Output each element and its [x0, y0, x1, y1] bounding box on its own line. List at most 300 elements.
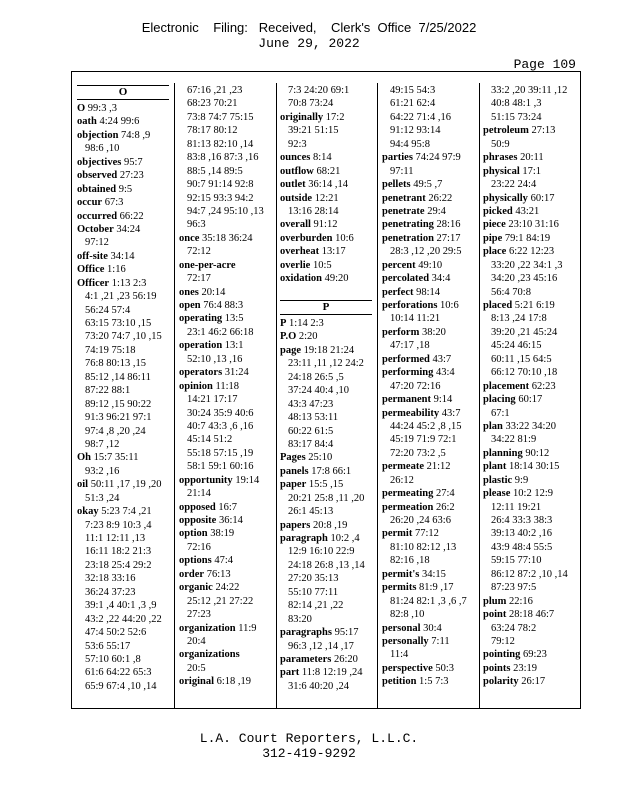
index-term: penetration [382, 232, 434, 244]
index-continuation [382, 608, 474, 621]
index-continuation [179, 608, 271, 621]
index-entry [280, 272, 372, 285]
page-line-refs: 45:24 46:15 [491, 340, 542, 352]
index-entry [280, 178, 372, 191]
page-line-refs: 50:11 ,17 ,19 ,20 [90, 479, 162, 491]
index-continuation [280, 398, 372, 411]
index-continuation [483, 353, 575, 366]
index-continuation [382, 97, 474, 110]
index-term: outlet [280, 179, 306, 191]
index-column-1 [77, 84, 169, 693]
index-continuation [77, 142, 169, 155]
page-line-refs: 53:6 55:17 [85, 640, 131, 652]
index-term: perform [382, 326, 420, 338]
page-line-refs: 20:11 [520, 152, 544, 164]
index-continuation [483, 326, 575, 339]
index-entry [280, 653, 372, 666]
page-line-refs: 91:3 96:21 97:1 [85, 412, 152, 424]
page-line-refs: 12:21 [314, 192, 339, 204]
index-term: pipe [483, 232, 503, 244]
index-entry [77, 102, 169, 115]
index-continuation [483, 84, 575, 97]
index-term: permanent [382, 394, 431, 406]
page-line-refs: 1:16 [107, 264, 126, 276]
page-line-refs: 79:12 [491, 635, 515, 647]
page-line-refs: 32:18 33:16 [85, 573, 136, 585]
section-letter-heading: O [77, 85, 169, 100]
page-line-refs: 48:13 53:11 [288, 412, 339, 424]
page-line-refs: 1:13 2:3 [111, 277, 147, 289]
index-continuation [179, 447, 271, 460]
page-line-refs: 97:12 [85, 237, 109, 249]
index-entry [280, 192, 372, 205]
page-line-refs: 88:5 ,14 89:5 [187, 165, 243, 177]
index-term: pointing [483, 649, 521, 661]
page-line-refs: 20:4 [187, 635, 206, 647]
page-line-refs: 93:2 ,16 [85, 465, 120, 477]
index-continuation [77, 344, 169, 357]
index-entry [382, 192, 474, 205]
page-line-refs: 83:17 84:4 [288, 438, 334, 450]
index-term: panels [280, 465, 309, 477]
index-term: physical [483, 165, 520, 177]
page-line-refs: 17:8 66:1 [311, 465, 352, 477]
index-entry [483, 393, 575, 406]
index-term: O [77, 103, 86, 114]
page-line-refs: 78:17 80:12 [187, 125, 238, 137]
page-line-refs: 99:3 ,3 [87, 103, 117, 114]
page-line-refs: 76:13 [206, 568, 231, 580]
index-term: Pages [280, 452, 306, 464]
page-line-refs: 63:15 73:10 ,15 [85, 318, 152, 329]
page-line-refs: 51:3 ,24 [85, 492, 120, 504]
index-term: organizations [179, 649, 240, 661]
index-entry [77, 505, 169, 518]
index-entry [483, 205, 575, 218]
index-entry [280, 478, 372, 491]
index-continuation [382, 165, 474, 178]
index-entry [179, 514, 271, 527]
index-continuation [77, 492, 169, 505]
index-column-3 [280, 84, 372, 693]
page-line-refs: 6:18 ,19 [216, 676, 252, 688]
index-term: plum [483, 595, 507, 607]
index-continuation [280, 613, 372, 626]
index-entry [382, 527, 474, 540]
index-continuation [179, 272, 271, 285]
page-line-refs: 24:18 26:8 ,13 ,14 [288, 559, 365, 571]
page-line-refs: 47:17 ,18 [390, 340, 430, 352]
index-continuation [77, 640, 169, 653]
index-continuation [179, 326, 271, 339]
index-term: open [179, 300, 201, 311]
page-line-refs: 27:17 [436, 232, 461, 244]
index-entry [280, 245, 372, 258]
page-line-refs: 63:24 78:2 [491, 622, 537, 634]
index-continuation [179, 218, 271, 231]
page-line-refs: 81:24 82:1 ,3 ,6 ,7 [390, 595, 467, 607]
index-continuation [280, 286, 372, 299]
index-entry [483, 232, 575, 245]
index-continuation [179, 138, 271, 151]
page-line-refs: 72:17 [187, 273, 211, 285]
index-term: P.O [280, 331, 297, 343]
page-line-refs: 23:19 [513, 662, 537, 674]
page-line-refs: 36:24 37:23 [85, 586, 136, 598]
index-continuation [280, 84, 372, 97]
page-line-refs: 64:22 71:4 ,16 [390, 111, 451, 123]
index-term: organization [179, 622, 236, 634]
page-line-refs: 49:15 54:3 [390, 85, 436, 96]
page-line-refs: 30:24 35:9 40:6 [187, 407, 254, 419]
index-continuation [179, 151, 271, 164]
index-continuation [280, 425, 372, 438]
index-continuation [77, 384, 169, 397]
index-entry [483, 447, 575, 460]
index-term: personally [382, 635, 429, 647]
page-line-refs: 91:12 [313, 219, 338, 231]
index-entry [382, 353, 474, 366]
page-line-refs: 43:7 [441, 407, 461, 419]
page-line-refs: 26:22 [428, 192, 453, 204]
page-line-refs: 98:14 [416, 286, 441, 298]
index-term: operation [179, 340, 223, 352]
index-term: occur [77, 197, 103, 209]
index-term: place [483, 246, 507, 258]
index-continuation [280, 124, 372, 137]
page-line-refs: 26:1 45:13 [288, 506, 334, 518]
page-line-refs: 74:8 ,9 [121, 129, 151, 141]
index-term: Officer [77, 277, 110, 289]
page-line-refs: 49:5 ,7 [413, 179, 443, 191]
index-entry [382, 366, 474, 379]
page-line-refs: 25:12 ,21 27:22 [187, 595, 254, 607]
index-entry [382, 232, 474, 245]
page-line-refs: 34:15 [421, 568, 446, 580]
index-entry [382, 581, 474, 594]
index-continuation [179, 487, 271, 500]
index-column-4 [382, 84, 474, 689]
index-continuation [483, 501, 575, 514]
index-continuation [280, 438, 372, 451]
page-line-refs: 74:19 75:18 [85, 344, 136, 356]
column-divider [377, 83, 378, 709]
index-entry [483, 474, 575, 487]
page-line-refs: 29:4 [427, 205, 446, 217]
index-continuation [179, 420, 271, 433]
index-continuation [483, 433, 575, 446]
page-line-refs: 1:5 7:3 [419, 676, 449, 688]
page-line-refs: 45:14 51:2 [187, 434, 233, 446]
page-line-refs: 91:12 93:14 [390, 125, 441, 137]
index-entry [77, 451, 169, 464]
index-entry [382, 259, 474, 272]
index-term: petition [382, 676, 417, 688]
index-term: overlie [280, 259, 311, 271]
page-line-refs: 35:18 36:24 [202, 232, 253, 244]
index-continuation [77, 545, 169, 558]
index-continuation [483, 541, 575, 554]
index-continuation [280, 572, 372, 585]
page-line-refs: 26:4 33:3 38:3 [491, 515, 553, 526]
index-entry [483, 595, 575, 608]
index-continuation [280, 599, 372, 612]
index-entry [179, 474, 271, 487]
index-term: once [179, 232, 200, 244]
page-line-refs: 94:7 ,24 95:10 ,13 [187, 205, 264, 217]
page-line-refs: 81:10 82:12 ,13 [390, 541, 457, 553]
index-entry [483, 648, 575, 661]
page-line-refs: 45:19 71:9 72:1 [390, 434, 457, 446]
index-term: perforations [382, 300, 438, 311]
index-entry [382, 460, 474, 473]
page-line-refs: 14:21 17:17 [187, 394, 238, 406]
index-term: percent [382, 259, 416, 271]
index-term: off-site [77, 250, 108, 262]
index-continuation [280, 559, 372, 572]
page-line-refs: 34:14 [110, 250, 135, 262]
page-line-refs: 11:8 12:19 ,24 [301, 667, 363, 679]
page-line-refs: 10:6 [440, 300, 459, 311]
page-line-refs: 79:1 84:19 [504, 232, 551, 244]
page-line-refs: 10:5 [312, 259, 332, 271]
page-line-refs: 23:18 25:4 29:2 [85, 559, 152, 571]
index-continuation [77, 438, 169, 451]
index-term: objection [77, 129, 119, 141]
index-continuation [77, 559, 169, 572]
page-line-refs: 87:22 88:1 [85, 385, 131, 397]
index-entry [483, 487, 575, 500]
page-line-refs: 43:21 [515, 205, 540, 217]
index-entry [382, 393, 474, 406]
index-continuation [483, 138, 575, 151]
page-line-refs: 17:2 [325, 111, 345, 123]
page-line-refs: 20:21 25:8 ,11 ,20 [288, 492, 365, 504]
index-continuation [483, 635, 575, 648]
page-line-refs: 34:4 [431, 273, 451, 285]
index-term: operating [179, 313, 223, 325]
page-line-refs: 66:12 70:10 ,18 [491, 367, 558, 379]
index-continuation [77, 653, 169, 666]
index-entry [77, 183, 169, 196]
page-line-refs: 10:6 [335, 232, 354, 244]
index-entry [382, 407, 474, 420]
index-continuation [77, 586, 169, 599]
page-line-refs: 81:9 ,17 [419, 582, 454, 594]
index-continuation [179, 595, 271, 608]
index-continuation [483, 339, 575, 352]
page-line-refs: 67:3 [104, 197, 124, 209]
index-term: opportunity [179, 474, 233, 486]
page-line-refs: 72:20 73:2 ,5 [390, 447, 446, 459]
index-entry [77, 196, 169, 209]
index-continuation [179, 393, 271, 406]
index-term: perspective [382, 662, 433, 674]
page-line-refs: 82:14 ,21 ,22 [288, 600, 344, 612]
index-continuation [483, 272, 575, 285]
page-line-refs: 26:20 ,24 63:6 [390, 515, 451, 526]
index-entry [77, 169, 169, 182]
page-line-refs: 58:1 59:1 60:16 [187, 461, 254, 473]
index-continuation [483, 554, 575, 567]
index-entry [77, 478, 169, 491]
page-line-refs: 28:16 [436, 219, 461, 231]
index-term: perfect [382, 286, 414, 298]
index-continuation [280, 371, 372, 384]
index-continuation [280, 545, 372, 558]
page-line-refs: 7:11 [431, 635, 450, 647]
page-line-refs: 55:10 77:11 [288, 586, 339, 598]
index-continuation [77, 398, 169, 411]
index-term: placed [483, 300, 513, 311]
page-line-refs: 13:5 [224, 313, 244, 325]
index-entry [179, 527, 271, 540]
page-line-refs: 20:8 ,19 [312, 519, 348, 531]
index-continuation [280, 586, 372, 599]
index-entry [483, 608, 575, 621]
index-continuation [179, 407, 271, 420]
index-continuation [179, 635, 271, 648]
page-line-refs: 6:22 12:23 [508, 246, 555, 258]
index-entry [280, 519, 372, 532]
page-line-refs: 43:9 48:4 55:5 [491, 541, 553, 553]
index-entry [382, 635, 474, 648]
page-line-refs: 85:12 ,14 86:11 [85, 371, 151, 383]
index-term: permeability [382, 407, 440, 419]
page-line-refs: 27:20 35:13 [288, 573, 339, 585]
page-line-refs: 60:22 61:5 [288, 425, 334, 437]
page-line-refs: 38:19 [210, 528, 235, 540]
page-line-refs: 82:16 ,18 [390, 555, 430, 567]
index-term: plant [483, 461, 507, 473]
index-entry [483, 420, 575, 433]
page-line-refs: 31:24 [224, 367, 249, 379]
index-continuation [382, 420, 474, 433]
index-entry [179, 648, 271, 661]
page-line-refs: 66:22 [119, 210, 144, 222]
index-term: permeation [382, 501, 434, 513]
index-entry [280, 218, 372, 231]
index-term: opinion [179, 380, 213, 392]
page-line-refs: 7:23 8:9 10:3 ,4 [85, 519, 152, 531]
page-line-refs: 27:23 [187, 609, 211, 621]
index-continuation [179, 178, 271, 191]
page-line-refs: 62:23 [531, 380, 556, 392]
index-continuation [382, 514, 474, 527]
index-entry [179, 286, 271, 299]
page-line-refs: 4:1 ,21 ,23 56:19 [85, 291, 157, 303]
index-continuation [382, 245, 474, 258]
page-line-refs: 90:12 [525, 447, 550, 459]
index-term: parameters [280, 653, 332, 665]
index-entry [77, 156, 169, 169]
index-term: petroleum [483, 125, 529, 137]
page-line-refs: 74:24 97:9 [415, 152, 461, 164]
index-term: placement [483, 380, 530, 392]
transcript-date: June 29, 2022 [258, 36, 360, 51]
page-line-refs: 23:10 31:16 [508, 219, 559, 231]
page-line-refs: 17:1 [522, 165, 542, 177]
page-line-refs: 26:20 [333, 653, 358, 665]
index-continuation [179, 662, 271, 675]
index-continuation [280, 357, 372, 370]
page-line-refs: 97:11 [390, 165, 414, 177]
index-term: permeating [382, 488, 434, 500]
page-line-refs: 13:17 [321, 246, 346, 258]
index-entry [382, 326, 474, 339]
index-term: overheat [280, 246, 320, 258]
index-term: option [179, 528, 208, 540]
page-line-refs: 26:12 [390, 474, 414, 486]
page-line-refs: 89:12 ,15 90:22 [85, 398, 152, 410]
index-continuation [179, 541, 271, 554]
page-line-refs: 8:13 ,24 17:8 [491, 313, 547, 325]
index-continuation [77, 290, 169, 303]
index-term: oath [77, 116, 97, 128]
index-term: performing [382, 367, 434, 379]
page-line-refs: 34:20 ,23 45:16 [491, 273, 558, 285]
index-term: October [77, 223, 114, 235]
reporter-name: L.A. Court Reporters, L.L.C. [199, 731, 419, 746]
page-line-refs: 59:15 77:10 [491, 555, 542, 567]
page-line-refs: 76:8 80:13 ,15 [85, 358, 146, 370]
page-line-refs: 20:5 [187, 662, 206, 674]
index-entry [280, 532, 372, 545]
index-term: obtained [77, 183, 117, 195]
page-line-refs: 43:2 ,22 44:20 ,22 [85, 613, 162, 625]
page-line-refs: 26:17 [521, 676, 546, 688]
index-continuation [179, 192, 271, 205]
index-entry [77, 263, 169, 276]
page-line-refs: 67:16 ,21 ,23 [187, 85, 243, 96]
index-entry [483, 245, 575, 258]
page-line-refs: 30:4 [423, 622, 442, 634]
page-line-refs: 20:14 [201, 286, 226, 298]
page-line-refs: 33:2 ,20 39:11 ,12 [491, 85, 568, 96]
page-line-refs: 95:7 [123, 156, 143, 168]
index-continuation [77, 236, 169, 249]
index-term: ones [179, 286, 199, 298]
page-line-refs: 15:7 35:11 [93, 452, 139, 464]
page-line-refs: 18:14 30:15 [508, 461, 560, 473]
page-line-refs: 73:8 74:7 75:15 [187, 111, 254, 123]
page-line-refs: 10:14 11:21 [390, 313, 441, 325]
index-continuation [77, 666, 169, 679]
index-entry [77, 223, 169, 236]
page-line-refs: 43:7 [432, 353, 452, 365]
index-term: overall [280, 219, 311, 231]
page-line-refs: 19:14 [235, 474, 260, 486]
page-line-refs: 9:5 [118, 183, 133, 195]
index-continuation [77, 532, 169, 545]
index-entry [483, 124, 575, 137]
page-line-refs: 82:8 ,10 [390, 609, 425, 621]
index-continuation [280, 384, 372, 397]
index-continuation [77, 680, 169, 693]
page-line-refs: 5:21 6:19 [514, 300, 555, 311]
index-continuation [280, 640, 372, 653]
index-entry [382, 487, 474, 500]
index-continuation [382, 339, 474, 352]
index-continuation [382, 554, 474, 567]
index-term: physically [483, 192, 528, 204]
page-line-refs: 47:4 50:2 52:6 [85, 627, 147, 639]
index-term: Oh [77, 452, 92, 464]
page-line-refs: 7:3 24:20 69:1 [288, 85, 350, 96]
index-continuation [382, 124, 474, 137]
page-line-refs: 47:4 [214, 555, 233, 567]
index-entry [179, 299, 271, 312]
